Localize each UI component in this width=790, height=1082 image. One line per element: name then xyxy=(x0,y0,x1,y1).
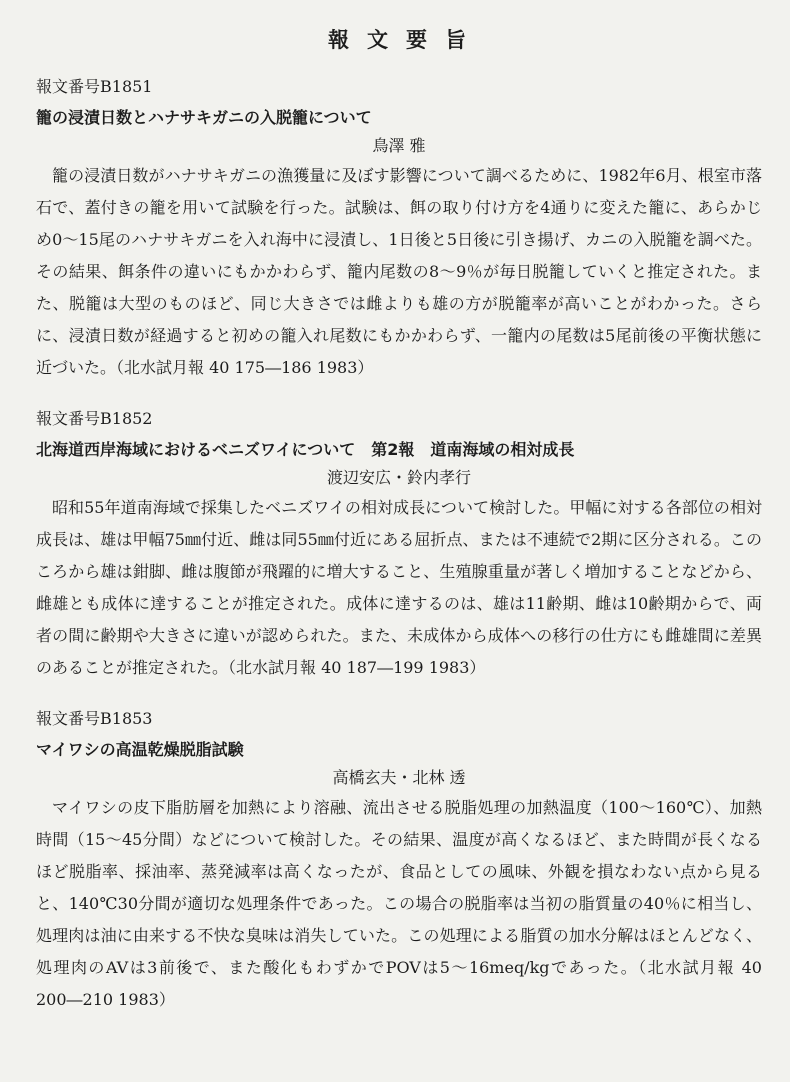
article-b1852 xyxy=(36,408,762,684)
article-number: 報文番号B1852 xyxy=(36,409,153,428)
article-abstract: 昭和55年道南海域で採集したベニズワイの相対成長について検討した。甲幅に対する各部位の相対成長は、雄は甲幅75㎜付近、雌は同55㎜付近にある屈折点、または不連続で2期に区分される。このころから雄は鉗脚、雌は腹節が飛躍的に増大すること、生殖腺重量が著しく増加することなどから、雌雄とも成体に達することが推定された。成体に達するのは、雄は11齢期、雌は10齢期からで、両者の間に齢期や大きさに違いが認められた。また、未成体から成体への移行の仕方にも雌雄間に差異のあることが推定された。（北水試月報 40 187―199 1983） xyxy=(36,498,762,677)
article-title: マイワシの高温乾燥脱脂試験 xyxy=(36,740,244,759)
article-title: 北海道西岸海域におけるベニズワイについて 第2報 道南海域の相対成長 xyxy=(36,440,575,459)
article-b1851 xyxy=(36,76,762,384)
article-number: 報文番号B1851 xyxy=(36,77,153,96)
article-title: 籠の浸漬日数とハナサキガニの入脱籠について xyxy=(36,108,372,127)
article-authors: 高橋玄夫・北林 透 xyxy=(332,768,466,787)
article-abstract: マイワシの皮下脂肪層を加熱により溶融、流出させる脱脂処理の加熱温度（100～160℃）、加熱時間（15～45分間）などについて検討した。その結果、温度が高くなるほど、また時間が長くなるほど脱脂率、採油率、蒸発減率は高くなったが、食品としての風味、外観を損なわない点から見ると、140℃30分間が適切な処理条件であった。この場合の脱脂率は当初の脂質量の40％に相当し、処理肉は油に由来する不快な臭味は消失していた。この処理による脂質の加水分解はほとんどなく、処理肉のAVは3前後で、また酸化もわずかでPOVは5～16meq/kgであった。（北水試月報 40 200―210 1983） xyxy=(36,798,762,1009)
article-abstract: 籠の浸漬日数がハナサキガニの漁獲量に及ぼす影響について調べるために、1982年6月、根室市落石で、蓋付きの籠を用いて試験を行った。試験は、餌の取り付け方を4通りに変えた籠に、あらかじめ0～15尾のハナサキガニを入れ海中に浸漬し、1日後と5日後に引き揚げ、カニの入脱籠を調べた。その結果、餌条件の違いにもかかわらず、籠内尾数の8～9％が毎日脱籠していくと推定された。また、脱籠は大型のものほど、同じ大きさでは雌よりも雄の方が脱籠率が高いことがわかった。さらに、浸漬日数が経過すると初めの籠入れ尾数にもかかわらず、一籠内の尾数は5尾前後の平衡状態に近づいた。（北水試月報 40 175―186 1983） xyxy=(36,166,762,377)
article-b1853 xyxy=(36,708,762,1016)
article-authors: 渡辺安広・鈴内孝行 xyxy=(326,468,471,487)
article-authors: 鳥澤 雅 xyxy=(372,136,426,155)
article-number: 報文番号B1853 xyxy=(36,709,153,728)
page-header: 報文要旨 xyxy=(328,27,484,52)
